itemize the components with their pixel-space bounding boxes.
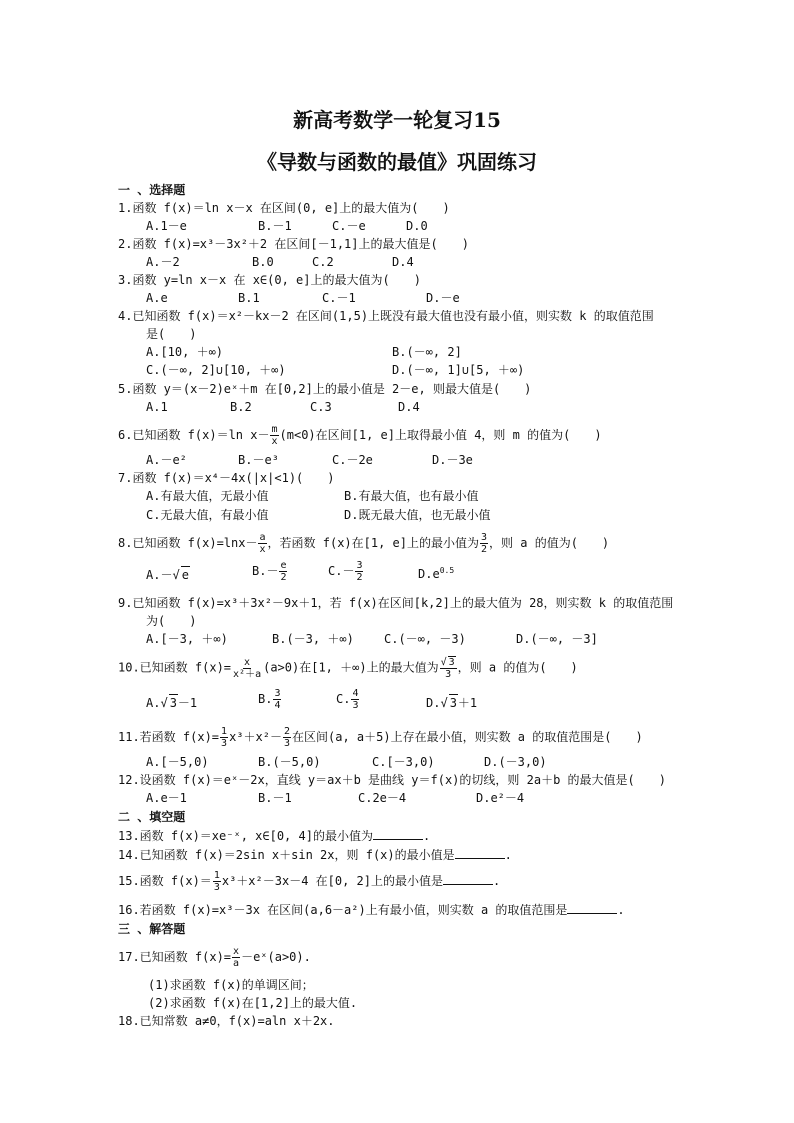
- question-stem: 10.已知函数 f(x)= $\frac{x}{\text{x²＋a}}$ (a>0)在[1, ＋∞)上的最大值为 $\frac{√ 3}{3}$ ，则 a 的值为( ): [118, 656, 578, 680]
- option-d: D.e²－4: [476, 791, 525, 805]
- option-b: B. $\frac{3}{4}$: [258, 688, 281, 711]
- question-stem: 11.若函数 f(x)= $\frac{1}{3}$ x³＋x²－ $\frac{2}{3}$ 在区间(a, a＋5)上存在最小值，则实数 a 的取值范围是( ): [118, 726, 643, 749]
- option-b: B.－1: [258, 219, 292, 233]
- option-a: A.－√ e: [146, 568, 189, 582]
- option-d: D.4: [398, 400, 420, 414]
- option-b: B.－ $\frac{e}{2}$: [252, 560, 287, 583]
- fraction: $\frac{1}{3}$: [213, 870, 220, 893]
- option-d: D.√ 3＋1: [426, 696, 478, 710]
- option-a: A.[－3, ＋∞): [146, 632, 228, 646]
- option-c: C.－1: [322, 291, 356, 305]
- sub-question: (1)求函数 f(x)的单调区间；: [148, 978, 314, 992]
- question-stem: 3.函数 y=ln x－x 在 x∈(0, e]上的最大值为( ): [118, 273, 421, 287]
- option-b: B.0: [252, 255, 274, 269]
- question-stem: 18.已知常数 a≠0，f(x)=aln x＋2x.: [118, 1014, 335, 1028]
- fraction: $\frac{x}{a}$: [233, 946, 240, 969]
- option-a: A.1－e: [146, 219, 187, 233]
- option-d: D.(－∞, －3]: [516, 632, 598, 646]
- option-a: A.[10, ＋∞): [146, 345, 224, 359]
- fraction: $\frac{3}{2}$: [356, 560, 363, 583]
- option-b: B.－e³: [238, 453, 279, 467]
- option-a: A.[－5,0): [146, 755, 209, 769]
- document-subtitle: 《导数与函数的最值》巩固练习: [257, 150, 537, 174]
- option-b: B.2: [230, 400, 252, 414]
- option-b: B.有最大值，也有最小值: [344, 489, 479, 503]
- question-stem: 14.已知函数 f(x)＝2sin x＋sin 2x，则 f(x)的最小值是 .: [118, 848, 512, 862]
- option-c: C. $\frac{4}{3}$: [336, 688, 359, 711]
- sub-question: (2)求函数 f(x)在[1,2]上的最大值.: [148, 996, 358, 1010]
- option-d: D.－3e: [432, 453, 473, 467]
- option-a: A.－e²: [146, 453, 187, 467]
- answer-blank[interactable]: [443, 873, 493, 885]
- option-a: A.有最大值，无最小值: [146, 489, 269, 503]
- question-stem: 4.已知函数 f(x)＝x²－kx－2 在区间(1,5)上既没有最大值也没有最小值，则实数 k 的取值范围: [118, 309, 654, 323]
- option-d: $D.e^{0.5}$: [418, 566, 455, 581]
- fraction: $\frac{4}{3}$: [352, 688, 359, 711]
- option-c: C.－e: [332, 219, 366, 233]
- option-d: D.(－∞, 1]∪[5, ＋∞): [392, 363, 525, 377]
- option-c: C.3: [310, 400, 332, 414]
- option-b: B.－1: [258, 791, 292, 805]
- question-stem: 16.若函数 f(x)=x³－3x 在区间(a,6－a²)上有最小值，则实数 a 的取值范围是 .: [118, 903, 625, 917]
- answer-blank[interactable]: [455, 847, 505, 859]
- option-a: A.√ 3－1: [146, 696, 198, 710]
- question-stem: 15.函数 f(x)＝ $\frac{1}{3}$ x³＋x²－3x－4 在[0, 2]上的最小值是 .: [118, 870, 501, 893]
- option-d: D.－e: [426, 291, 460, 305]
- question-stem-continued: 为( ): [146, 614, 197, 628]
- fraction: $\frac{1}{3}$: [221, 726, 228, 749]
- option-a: A.1: [146, 400, 168, 414]
- radical: √ e: [172, 568, 189, 582]
- fraction: $\frac{2}{3}$: [283, 726, 290, 749]
- option-d: D.(－3,0): [484, 755, 547, 769]
- option-d: D.4: [392, 255, 414, 269]
- option-c: C.2: [312, 255, 334, 269]
- fraction: $\frac{3}{4}$: [274, 688, 281, 711]
- fraction: $\frac{3}{2}$: [481, 532, 488, 555]
- question-stem: 8.已知函数 f(x)=lnx－ $\frac{a}{x}$ ，若函数 f(x)在[1, e]上的最小值为 $\frac{3}{2}$ ，则 a 的值为( ): [118, 532, 610, 555]
- option-c: C.－ $\frac{3}{2}$: [328, 560, 363, 583]
- option-c: C.无最大值，有最小值: [146, 508, 269, 522]
- fraction: $\frac{a}{x}$: [259, 532, 266, 555]
- option-b: B.1: [238, 291, 260, 305]
- answer-blank[interactable]: [567, 902, 617, 914]
- option-c: C.(－∞, 2]∪[10, ＋∞): [146, 363, 286, 377]
- section-heading: 一 、选择题: [118, 183, 186, 197]
- answer-blank[interactable]: [373, 828, 423, 840]
- option-a: A.e－1: [146, 791, 187, 805]
- question-stem: 7.函数 f(x)＝x⁴－4x(|x|<1)( ): [118, 471, 335, 485]
- document-title: 新高考数学一轮复习15: [293, 108, 501, 132]
- question-stem: 2.函数 f(x)=x³－3x²＋2 在区间[－1,1]上的最大值是( ): [118, 237, 469, 251]
- section-heading: 二 、填空题: [118, 810, 186, 824]
- section-heading: 三 、解答题: [118, 922, 186, 936]
- fraction: $\frac{√ 3}{3}$: [440, 657, 455, 680]
- fraction: $\frac{x}{\text{x²＋a}}$: [233, 656, 262, 680]
- option-c: C.－2e: [332, 453, 373, 467]
- option-c: C.(－∞, －3): [384, 632, 466, 646]
- question-stem: 5.函数 y＝(x－2)eˣ＋m 在[0,2]上的最小值是 2－e, 则最大值是( ): [118, 382, 532, 396]
- option-b: B.(－3, ＋∞): [272, 632, 354, 646]
- option-d: D.0: [406, 219, 428, 233]
- fraction: $\frac{e}{2}$: [280, 560, 287, 583]
- option-c: C.[－3,0): [372, 755, 435, 769]
- option-a: A.－2: [146, 255, 180, 269]
- question-stem: 17.已知函数 f(x)= $\frac{x}{a}$ －eˣ(a>0).: [118, 946, 311, 969]
- option-c: C.2e－4: [358, 791, 407, 805]
- option-d: D.既无最大值，也无最小值: [344, 508, 491, 522]
- question-stem: 13.函数 f(x)＝xe⁻ˣ, x∈[0, 4]的最小值为 .: [118, 829, 431, 843]
- option-b: B.(－∞, 2]: [392, 345, 462, 359]
- option-b: B.(－5,0): [258, 755, 321, 769]
- question-stem-continued: 是( ): [146, 327, 197, 341]
- question-stem: 6.已知函数 f(x)＝ln x－ $\frac{m}{x}$ (m<0)在区间[1, e]上取得最小值 4，则 m 的值为( ): [118, 424, 602, 447]
- question-stem: 1.函数 f(x)＝ln x－x 在区间(0, e]上的最大值为( ): [118, 201, 450, 215]
- option-a: A.e: [146, 291, 168, 305]
- question-stem: 9.已知函数 f(x)=x³＋3x²－9x＋1，若 f(x)在区间[k,2]上的最大值为 28，则实数 k 的取值范围: [118, 596, 674, 610]
- fraction: $\frac{m}{x}$: [271, 424, 278, 447]
- question-stem: 12.设函数 f(x)＝eˣ－2x，直线 y＝ax＋b 是曲线 y＝f(x)的切线，则 2a＋b 的最大值是( ): [118, 773, 666, 787]
